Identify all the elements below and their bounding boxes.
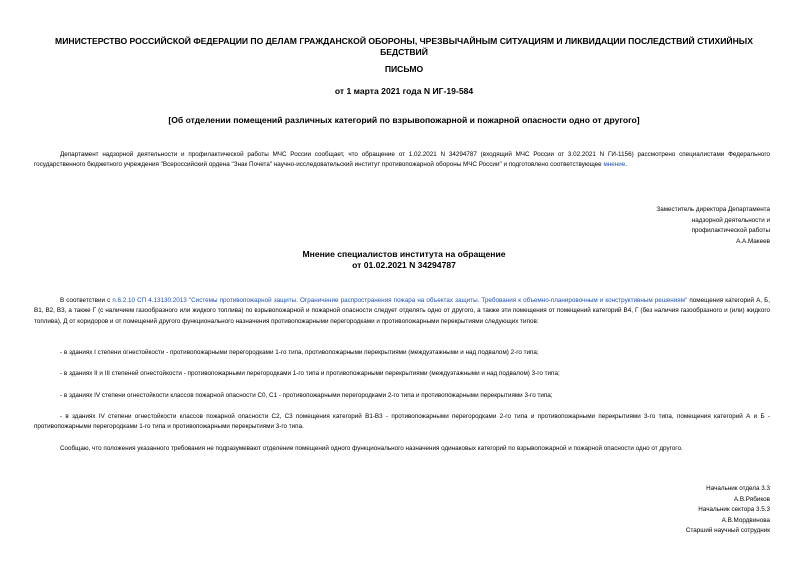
body-paragraph: В соответствии с п.6.2.10 СП 4.13130.2013 "Системы противопожарной защиты. Ограничение распространения пожара на объектах защиты. Требования к объемно-планировочным и конструктивным решениям" помещения категорий А, Б, В1, В2, В3, а также Г (с наличием газообразного или жидкого топлива) по взрывопожарной и пожарной опасности следует отделять одно от другого, а также эти помещения от помещений категорий В4, Г (без наличия газообразного и (или) жидкого топлива), Д от коридоров и от помещений другого функционального назначения противопожарными перегородками и противопожарными перекрытиями следующих типов:	[34, 297, 770, 325]
signer-position: профилактической работы	[691, 227, 770, 235]
signature-block-top	[570, 205, 770, 247]
signer-position: Начальник отдела 3.3	[706, 485, 770, 492]
document-subject: [Об отделении помещений различных категорий по взрывопожарной и пожарной опасности одно от другого]	[168, 115, 640, 125]
document-type: ПИСЬМО	[384, 64, 424, 74]
regulation-link[interactable]: п.6.2.10 СП 4.13130.2013 "Системы противопожарной защиты. Ограничение распространения пожара на объектах защиты. Требования к объемно-планировочным и конструктивным решениям"	[112, 297, 688, 304]
ministry-title: МИНИСТЕРСТВО РОССИЙСКОЙ ФЕДЕРАЦИИ ПО ДЕЛАМ ГРАЖДАНСКОЙ ОБОРОНЫ, ЧРЕЗВЫЧАЙНЫМ СИТУАЦИЯМ И ЛИКВИДАЦИИ ПОСЛЕДСТВИЙ СТИХИЙНЫХ БЕДСТВИЙ	[55, 36, 753, 57]
list-item: - в зданиях I степени огнестойкости - противопожарными перегородками 1-го типа, противопожарными перекрытиями (междуэтажными и над подвалом) 2-го типа;	[60, 349, 539, 356]
signer-position: Старший научный сотрудник	[685, 527, 770, 535]
opinion-title: Мнение специалистов института на обращение от 01.02.2021 N 34294787	[302, 249, 506, 270]
list-item: - в зданиях IV степени огнестойкости классов пожарной опасности С2, С3 помещения категорий В1-В3 - противопожарными перегородками 2-го типа и противопожарными перекрытиями 3-го типа, помещения категорий А и Б - противопожарными перегородками 1-го типа и противопожарными перекрытиями 3-го типа.	[34, 413, 770, 431]
opinion-link[interactable]: мнение	[603, 161, 626, 169]
document-date-number: от 1 марта 2021 года N ИГ-19-584	[334, 86, 474, 96]
conclusion-paragraph: Сообщаю, что положения указанного требования не подразумевают отделение помещений одного функционального назначения одинаковых категорий по взрывопожарной и пожарной опасности одно от другого.	[60, 445, 683, 452]
signer-position: Начальник сектора 3.5.3	[698, 506, 770, 514]
list-item: - в зданиях II и III степеней огнестойкости - противопожарными перегородками 1-го типа и противопожарными перекрытиями (междуэтажными и над подвалом) 3-го типа;	[60, 370, 560, 377]
list-item: - в зданиях IV степени огнестойкости классов пожарной опасности С0, С1 - противопожарными перегородками 2-го типа и противопожарными перекрытиями 3-го типа;	[60, 392, 553, 399]
intro-paragraph: Департамент надзорной деятельности и профилактической работы МЧС России сообщает, что обращение от 1.02.2021 N 34294787 (входящий МЧС России от 3.02.2021 N ГИ-1156) рассмотрено специалистами Федерального государственного бюджетного учреждения "Всероссийский ордена "Знак Почета" научно-исследовательский институт противопожарной обороны МЧС России" и подготовлено соответствующее мнение.	[34, 151, 770, 169]
signature-block-bottom	[570, 484, 770, 537]
signer-name: А.В.Рябиков	[733, 495, 770, 503]
signer-name: А.А.Макеев	[736, 237, 770, 245]
signer-position: надзорной деятельности и	[691, 216, 770, 224]
signer-position: Заместитель директора Департамента	[656, 206, 770, 213]
signer-name: А.В.Мордвинова	[721, 516, 770, 524]
